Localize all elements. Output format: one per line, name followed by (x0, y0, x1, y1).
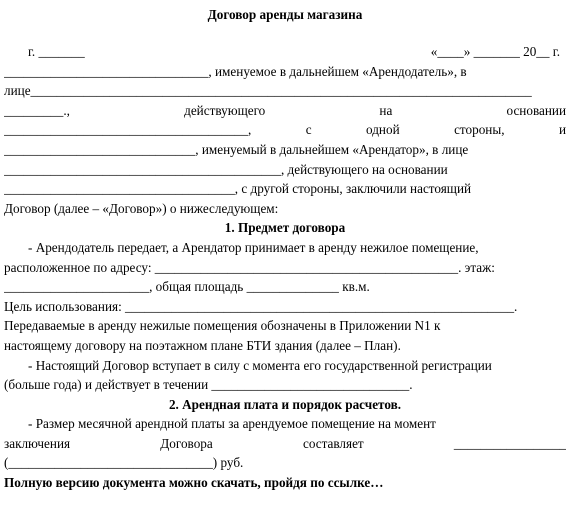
text-segment: Договора (160, 435, 213, 451)
payment-clause-conclusion (4, 434, 566, 454)
download-link-text[interactable]: Полную версию документа можно скачать, пройдя по ссылке… (4, 475, 384, 491)
paragraph-one-side (4, 120, 566, 140)
text-segment: _________., (4, 102, 70, 118)
subject-clause-purpose: Цель использования: ___________________________________________________________. (4, 298, 518, 314)
section-heading-subject: 1. Предмет договора (224, 220, 346, 236)
subject-clause-address: расположенное по адресу: ______________________________________________. этаж: (4, 259, 495, 275)
city-field: г. _______ (28, 44, 85, 59)
subject-clause-area: ______________________, общая площадь ______________ кв.м. (4, 279, 370, 295)
subject-clause-appendix: Передаваемые в аренду нежилые помещения обозначены в Приложении N1 к (4, 318, 441, 334)
paragraph-landlord-person: лице____________________________________________________________________________ (4, 83, 532, 99)
section-heading-payment: 2. Арендная плата и порядок расчетов. (168, 396, 402, 412)
text-segment: составляет (302, 435, 364, 451)
paragraph-landlord-basis (4, 101, 566, 121)
subject-clause-plan: настоящему договору на поэтажном плане БТИ здания (далее – План). (4, 337, 401, 353)
text-segment: стороны, (454, 122, 505, 138)
text-segment: одной (366, 122, 400, 138)
text-segment: действующего (184, 102, 266, 118)
text-segment: _________________ (453, 435, 566, 451)
text-segment: и (558, 122, 566, 138)
subject-clause-effective: - Настоящий Договор вступает в силу с момента его государственной регистрации (28, 357, 492, 373)
text-segment: заключения (4, 435, 71, 451)
paragraph-other-side: ___________________________________, с другой стороны, заключили настоящий (4, 181, 472, 197)
subject-clause-transfer: - Арендодатель передает, а Арендатор принимает в аренду нежилое помещение, (28, 239, 479, 255)
paragraph-tenant: _____________________________, именуемый в дальнейшем «Арендатор», в лице (4, 141, 469, 157)
paragraph-landlord: _______________________________, именуемое в дальнейшем «Арендодатель», в (4, 63, 467, 79)
text-segment: с (305, 122, 312, 138)
text-segment: _____________________________________, (4, 122, 252, 138)
place-date-row (4, 42, 566, 62)
text-segment: основании (506, 102, 566, 118)
payment-clause-amount: - Размер месячной арендной платы за арендуемое помещение на момент (28, 416, 436, 432)
paragraph-tenant-basis: __________________________________________, действующего на основании (4, 161, 448, 177)
document-title: Договор аренды магазина (207, 7, 363, 22)
paragraph-agreement: Договор (далее – «Договор») о нижеследующем: (4, 200, 279, 216)
date-field: «____» _______ 20__ г. (430, 44, 560, 59)
payment-clause-rub: (_______________________________) руб. (4, 455, 244, 471)
text-segment: на (379, 102, 393, 118)
subject-clause-term: (больше года) и действует в течении ______________________________. (4, 377, 413, 393)
